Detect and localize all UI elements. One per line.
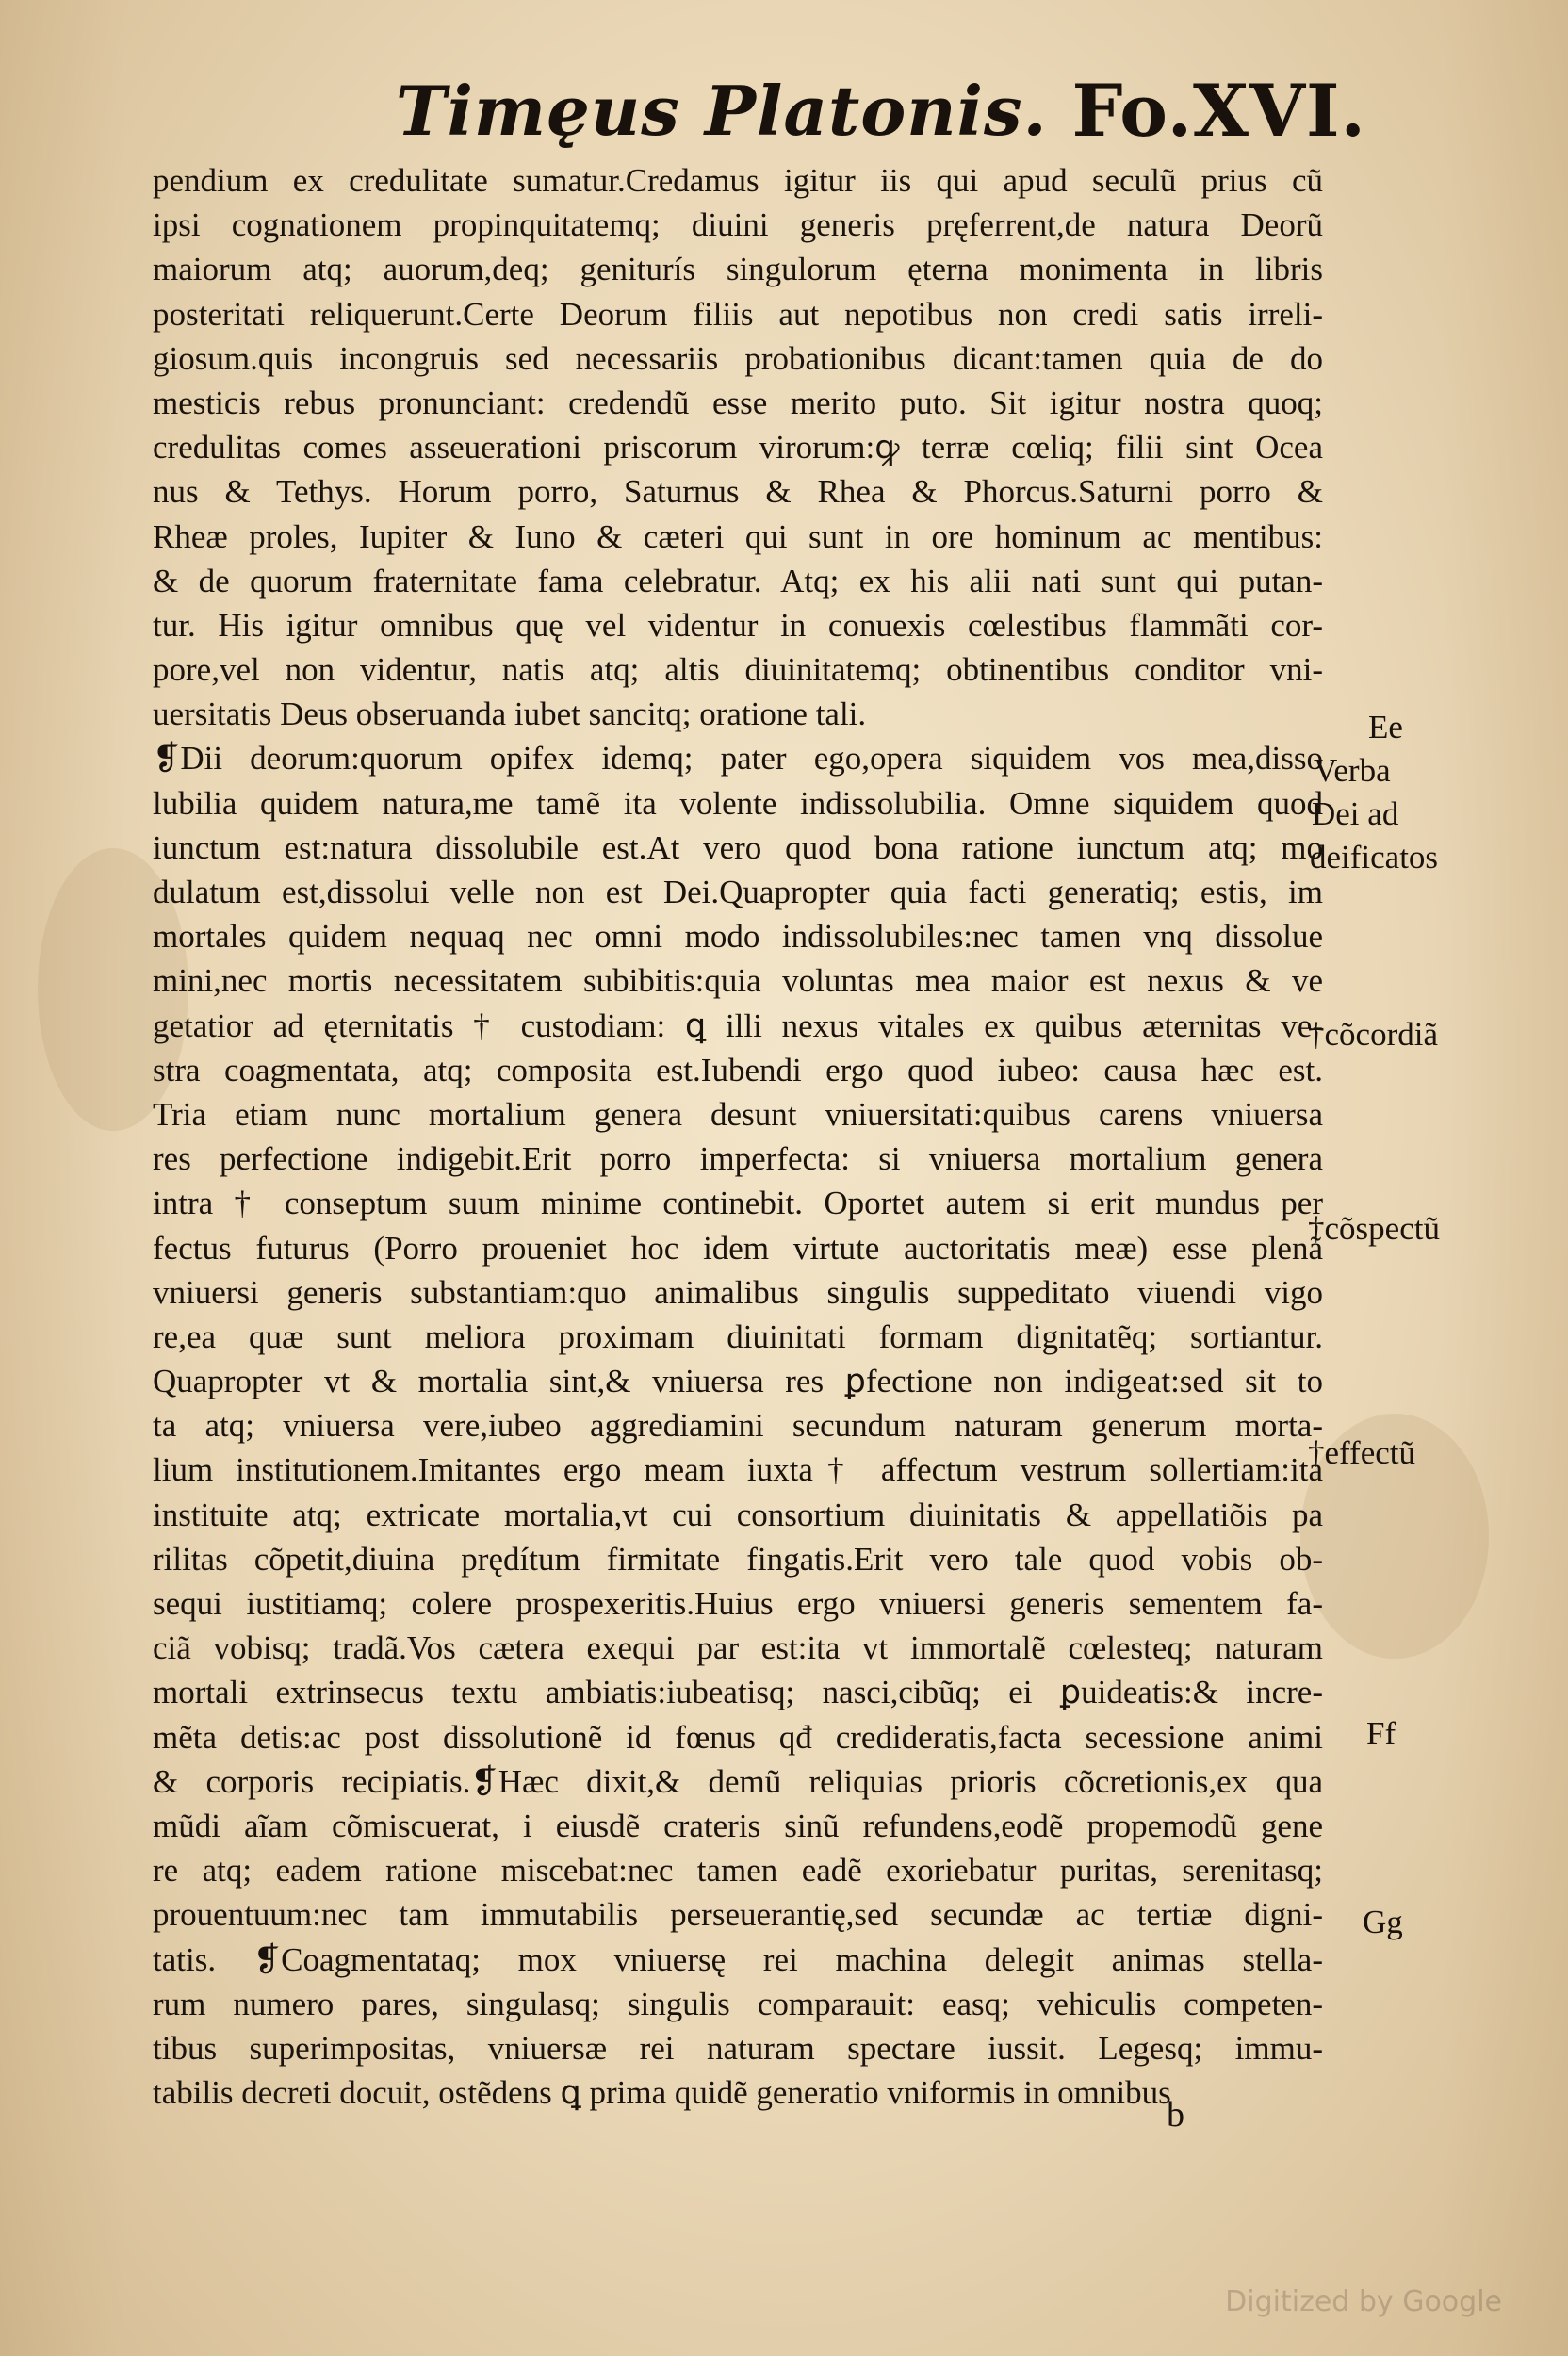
text-line: mesticis rebus pronunciant: credendũ esse merito puto. Sit igitur nostra quoq; bbox=[153, 384, 1323, 421]
text-line: tatis. ❡Coagmentataq; mox vniuersę rei machina delegit animas stella- bbox=[153, 1940, 1323, 1978]
text-line: stra coagmentata, atq; composita est.Iubendi ergo quod iubeo: causa hæc est. bbox=[153, 1051, 1323, 1088]
text-line: Tria etiam nunc mortalium genera desunt vniuersitati:quibus carens vniuersa bbox=[153, 1095, 1323, 1133]
text-line: fectus futurus (Porro proueniet hoc idem virtute auctoritatis meæ) esse plenã bbox=[153, 1229, 1323, 1267]
text-line: dulatum est,dissolui velle non est Dei.Quapropter quia facti generatiq; estis, im bbox=[153, 874, 1323, 910]
text-line: posteritati reliquerunt.Certe Deorum filiis aut nepotibus non credi satis irreli- bbox=[153, 295, 1323, 333]
text-line: vniuersi generis substantiam:quo animalibus singulis suppeditato viuendi vigo bbox=[153, 1273, 1323, 1311]
text-line: lium institutionem.Imitantes ergo meam iuxta† affectum vestrum sollertiam:ita bbox=[153, 1451, 1323, 1489]
text-line: ipsi cognationem propinquitatemq; diuini generis pręferrent,de natura Deorũ bbox=[153, 206, 1323, 244]
margin-note-ff: Ff bbox=[1366, 1715, 1396, 1752]
text-line: mortales quidem nequaq nec omni modo indissolubiles:nec tamen vnq dissolue bbox=[153, 918, 1323, 956]
text-line: maiorum atq; auorum,deq; geniturís singulorum ęterna monimenta in libris bbox=[153, 251, 1323, 288]
text-line: prouentuum:nec tam immutabilis perseuerantię,sed secundæ ac tertiæ digni- bbox=[153, 1896, 1323, 1934]
margin-note-verba: Verba bbox=[1314, 752, 1391, 789]
margin-note-deificatos: deificatos bbox=[1310, 839, 1439, 875]
margin-note-effectu: †effectũ bbox=[1308, 1434, 1416, 1471]
text-line: mini,nec mortis necessitatem subibitis:quia voluntas mea maior est nexus & ve bbox=[153, 962, 1323, 1000]
text-line: instituite atq; extricate mortalia,vt cui consortium diuinitatis & appellatiõis pa bbox=[153, 1496, 1323, 1533]
text-line: re atq; eadem ratione miscebat:nec tamen eadẽ exoriebatur puritas, serenitasq; bbox=[153, 1852, 1323, 1890]
text-line: ❡Dii deorum:quorum opifex idemq; pater ego,opera siquidem vos mea,disso bbox=[153, 740, 1323, 777]
text-line: res perfectione indigebit.Erit porro imperfecta: si vniuersa mortalium genera bbox=[153, 1140, 1323, 1178]
text-line: credulitas comes asseuerationi priscorum virorum:ꝙ terræ cœliq; filii sint Ocea bbox=[153, 429, 1323, 466]
text-line: tur. His igitur omnibus quę vel videntur in conuexis cœlestibus flammãti cor- bbox=[153, 606, 1323, 644]
margin-note-dei-ad: Dei ad bbox=[1312, 795, 1399, 832]
digitization-watermark: Digitized by Google bbox=[1225, 2285, 1502, 2318]
margin-note-gg: Gg bbox=[1363, 1904, 1403, 1940]
signature-mark: b bbox=[1167, 2095, 1184, 2135]
text-line: pendium ex credulitate sumatur.Credamus igitur iis qui apud seculũ prius cũ bbox=[153, 162, 1323, 199]
text-line: mortali extrinsecus textu ambiatis:iubeatisq; nasci,cibũq; ei ꝑuideatis:& incre- bbox=[153, 1674, 1323, 1711]
margin-note-cocordia: †cõcordiã bbox=[1308, 1016, 1438, 1053]
text-line: nus & Tethys. Horum porro, Saturnus & Rhea & Phorcus.Saturni porro & bbox=[153, 473, 1323, 511]
text-line: giosum.quis incongruis sed necessariis probationibus dicant:tamen quia de do bbox=[153, 339, 1323, 377]
running-title: Timęus Platonis. bbox=[396, 70, 1048, 151]
text-line: iunctum est:natura dissolubile est.At vero quod bona ratione iunctum atq; mo bbox=[153, 828, 1323, 866]
text-line: & de quorum fraternitate fama celebratur. Atq; ex his alii nati sunt qui putan- bbox=[153, 562, 1323, 599]
text-line: intra † conseptum suum minime continebit. Oportet autem si erit mundus per bbox=[153, 1185, 1323, 1222]
text-line: Rheæ proles, Iupiter & Iuno & cæteri qui sunt in ore hominum ac mentibus: bbox=[153, 517, 1323, 555]
text-line: mũdi aĩam cõmiscuerat, i eiusdẽ crateris sinũ refundens,eodẽ propemodũ gene bbox=[153, 1807, 1323, 1844]
text-line: pore,vel non videntur, natis atq; altis diuinitatemq; obtinentibus conditor vni- bbox=[153, 651, 1323, 689]
text-line: mẽta detis:ac post dissolutionẽ id fœnus qđ credideratis,facta secessione animi bbox=[153, 1718, 1323, 1756]
running-header bbox=[396, 58, 1366, 162]
text-line: & corporis recipiatis.❡Hæc dixit,& demũ reliquias prioris cõcretionis,ex qua bbox=[153, 1762, 1323, 1800]
text-line: sequi iustitiamq; colere prospexeritis.Huius ergo vniuersi generis sementem fa- bbox=[153, 1585, 1323, 1622]
text-line: ciã vobisq; tradã.Vos cætera exequi par est:ita vt immortalẽ cœlesteq; naturam bbox=[153, 1629, 1323, 1667]
text-line: re,ea quæ sunt meliora proximam diuinitati formam dignitatẽq; sortiantur. bbox=[153, 1317, 1323, 1355]
text-line: tibus superimpositas, vniuersæ rei naturam spectare iussit. Legesq; immu- bbox=[153, 2029, 1323, 2067]
text-line: Quapropter vt & mortalia sint,& vniuersa res ꝑfectione non indigeat:sed sit to bbox=[153, 1363, 1323, 1400]
margin-note-cospectu: †cõspectũ bbox=[1308, 1210, 1440, 1247]
text-line: tabilis decreti docuit, ostẽdens ꝗ prima quidẽ generatio vniformis in omnibus bbox=[153, 2074, 1171, 2112]
text-line: ta atq; vniuersa vere,iubeo aggrediamini secundum naturam generum morta- bbox=[153, 1407, 1323, 1445]
text-line: getatior ad ęternitatis † custodiam: ꝗ illi nexus vitales ex quibus æternitas ve- bbox=[153, 1006, 1323, 1044]
text-line: rum numero pares, singulasq; singulis comparauit: easq; vehiculis competen- bbox=[153, 1985, 1323, 2022]
text-line: rilitas cõpetit,diuina prędítum firmitate fingatis.Erit vero tale quod vobis ob- bbox=[153, 1540, 1323, 1578]
margin-note-ee: Ee bbox=[1368, 709, 1403, 745]
text-line: uersitatis Deus obseruanda iubet sancitq; oratione tali. bbox=[153, 695, 867, 733]
folio-number: Fo.XVI. bbox=[1071, 68, 1366, 153]
text-line: lubilia quidem natura,me tamẽ ita volente indissolubilia. Omne siquidem quod bbox=[153, 784, 1323, 822]
main-text-block bbox=[153, 158, 1323, 2115]
